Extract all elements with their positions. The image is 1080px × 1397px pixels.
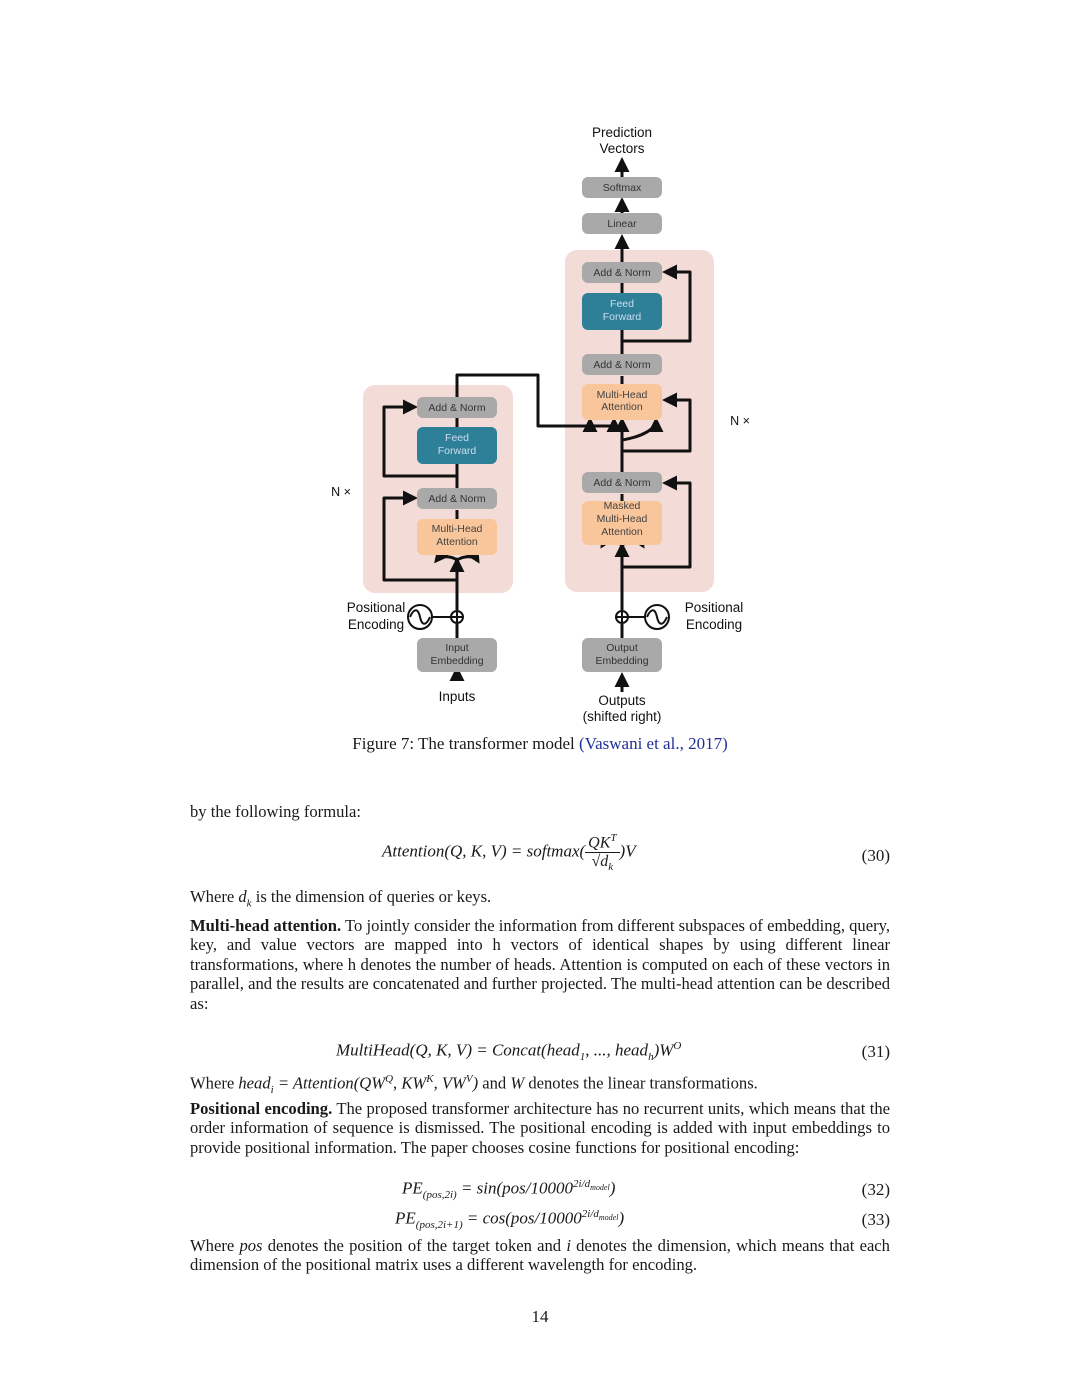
pos-var: pos [239,1236,263,1255]
eq31-mid: , ..., head [585,1040,649,1060]
citation-link[interactable]: Vaswani et al., 2017 [584,734,723,753]
add-norm-label: Add & Norm [593,359,651,371]
add-norm-label: Add & Norm [428,493,486,505]
equation-32 [190,1178,890,1202]
pos-i: i [566,1236,571,1255]
input-embedding-label-1: Input [445,642,469,654]
inputs-label: Inputs [438,689,476,704]
eq33-number: (33) [861,1210,890,1229]
head-i: i [270,1083,274,1096]
feed-forward-label-1: Feed [610,298,634,310]
head-eq: = Attention(QW [273,1073,386,1093]
encoder-nx-label: N × [331,485,351,499]
add-norm-label: Add & Norm [428,402,486,414]
eq30-rhs: )V [619,841,636,861]
masked-label-2: Multi-Head [596,513,648,525]
eq31-sub1: 1 [579,1051,586,1064]
eq30-num-sup: T [610,832,617,844]
mha-body: To jointly consider the information from different subspaces of embedding, query, key, and value vectors are mapped into h vectors of identical shapes by using different linear transformations, where h denotes the number of heads. Attention is computed on each of these vectors in parallel, and the results are concatenated and further projected. The multi-head attention can be described as: [190,916,890,1013]
head-v1: , VW [433,1073,466,1093]
paragraph-multi-head [190,916,890,1013]
pos-a: Where [190,1236,240,1255]
eq33-end: ) [618,1208,625,1228]
head-c: denotes the linear transformations. [524,1073,758,1093]
dk-var: d [238,887,247,906]
page-number: 14 [531,1307,549,1326]
multi-head-label-2: Attention [601,401,643,413]
eq31-number: (31) [861,1042,890,1061]
eq33-sup: 2i/d [581,1208,599,1220]
paragraph-dk [190,887,890,914]
head-close: ) [472,1073,479,1093]
eq31-sup: O [673,1040,682,1052]
equation-33 [190,1208,890,1232]
head-w: W [510,1073,525,1093]
feed-forward-label-2: Forward [602,311,642,323]
feed-forward-label-2: Forward [437,445,477,457]
output-embedding-label-1: Output [606,642,638,654]
head-expr: head [238,1073,271,1093]
outputs-label-2: (shifted right) [582,709,662,724]
equation-30 [190,830,890,880]
add-norm-label: Add & Norm [593,267,651,279]
eq33-mid: = cos(pos/10000 [462,1208,582,1228]
prediction-label-1: Prediction [591,125,653,140]
figure-caption [0,734,1080,754]
head-v: V [465,1073,473,1085]
eq32-supsub: model [590,1183,610,1193]
decoder-pe-label-1: Positional [684,600,744,615]
masked-label-1: Masked [603,500,641,512]
eq30-num: QK [588,834,611,852]
input-embedding-label-2: Embedding [430,655,484,667]
caption-open-paren: ( [579,734,585,753]
equation-31 [190,1040,890,1064]
eq32-sub: (pos,2i) [422,1189,457,1202]
masked-label-3: Attention [601,526,643,538]
eq30-den-sub: k [608,861,614,874]
dk-a: Where [190,887,239,906]
eq33-supsub: model [598,1213,619,1223]
feed-forward-label-1: Feed [445,432,469,444]
decoder-nx-label: N × [730,414,750,428]
pos-c: denotes the dimension, which means that each dimension of the positional matrix uses a different wavelength for encoding. [190,1236,890,1275]
mha-title: Multi-head attention. [190,916,342,935]
caption-close-paren: ) [722,734,728,753]
eq32-mid: = sin(pos/10000 [456,1178,574,1198]
caption-prefix: Figure 7: The transformer model [352,734,580,753]
eq32-pe: PE [402,1178,423,1198]
eq30-den: √d [591,853,609,871]
eq31-text: MultiHead(Q, K, V) = Concat(head [336,1040,580,1060]
dk-b: is the dimension of queries or keys. [251,887,492,906]
head-b: and [478,1073,511,1093]
outputs-label-1: Outputs [598,693,646,708]
head-k: K [426,1073,434,1085]
eq32-end: ) [609,1178,616,1198]
decoder-pe-label-2: Encoding [685,617,743,632]
eq32-sup: 2i/d [573,1178,591,1190]
prediction-label-2: Vectors [599,141,645,156]
paragraph-pos-def [190,1236,890,1275]
head-k1: , KW [393,1073,427,1093]
paragraph-intro: by the following formula: [190,802,361,821]
eq30-number: (30) [861,846,890,865]
head-a: Where [190,1073,239,1093]
eq33-sub: (pos,2i+1) [415,1219,463,1232]
eq31-end: )W [653,1040,674,1060]
pos-b: denotes the position of the target token and [262,1236,567,1255]
multi-head-label-2: Attention [436,536,478,548]
eq32-number: (32) [861,1180,890,1199]
add-norm-label: Add & Norm [593,477,651,489]
multi-head-label-1: Multi-Head [596,389,648,401]
encoder-pe-label-2: Encoding [347,617,405,632]
output-embedding-label-2: Embedding [595,655,649,667]
dk-sub: k [246,897,252,910]
multi-head-label-1: Multi-Head [431,523,483,535]
eq30-lhs: Attention(Q, K, V) = softmax( [382,841,586,861]
paragraph-head-def [190,1070,890,1100]
paragraph-positional-encoding [190,1099,890,1157]
encoder-pe-label-1: Positional [346,600,406,615]
softmax-label: Softmax [602,182,642,194]
head-q: Q [385,1073,394,1085]
pe-title: Positional encoding. [190,1099,333,1118]
eq33-pe: PE [395,1208,416,1228]
eq31-subh: h [648,1051,654,1064]
linear-label: Linear [607,218,637,230]
pe-body: The proposed transformer architecture has no recurrent units, which means that the order information of sequence is dismissed. The positional encoding is added with input embeddings to provide positional information. The paper chooses cosine functions for positional encoding: [190,1099,890,1157]
